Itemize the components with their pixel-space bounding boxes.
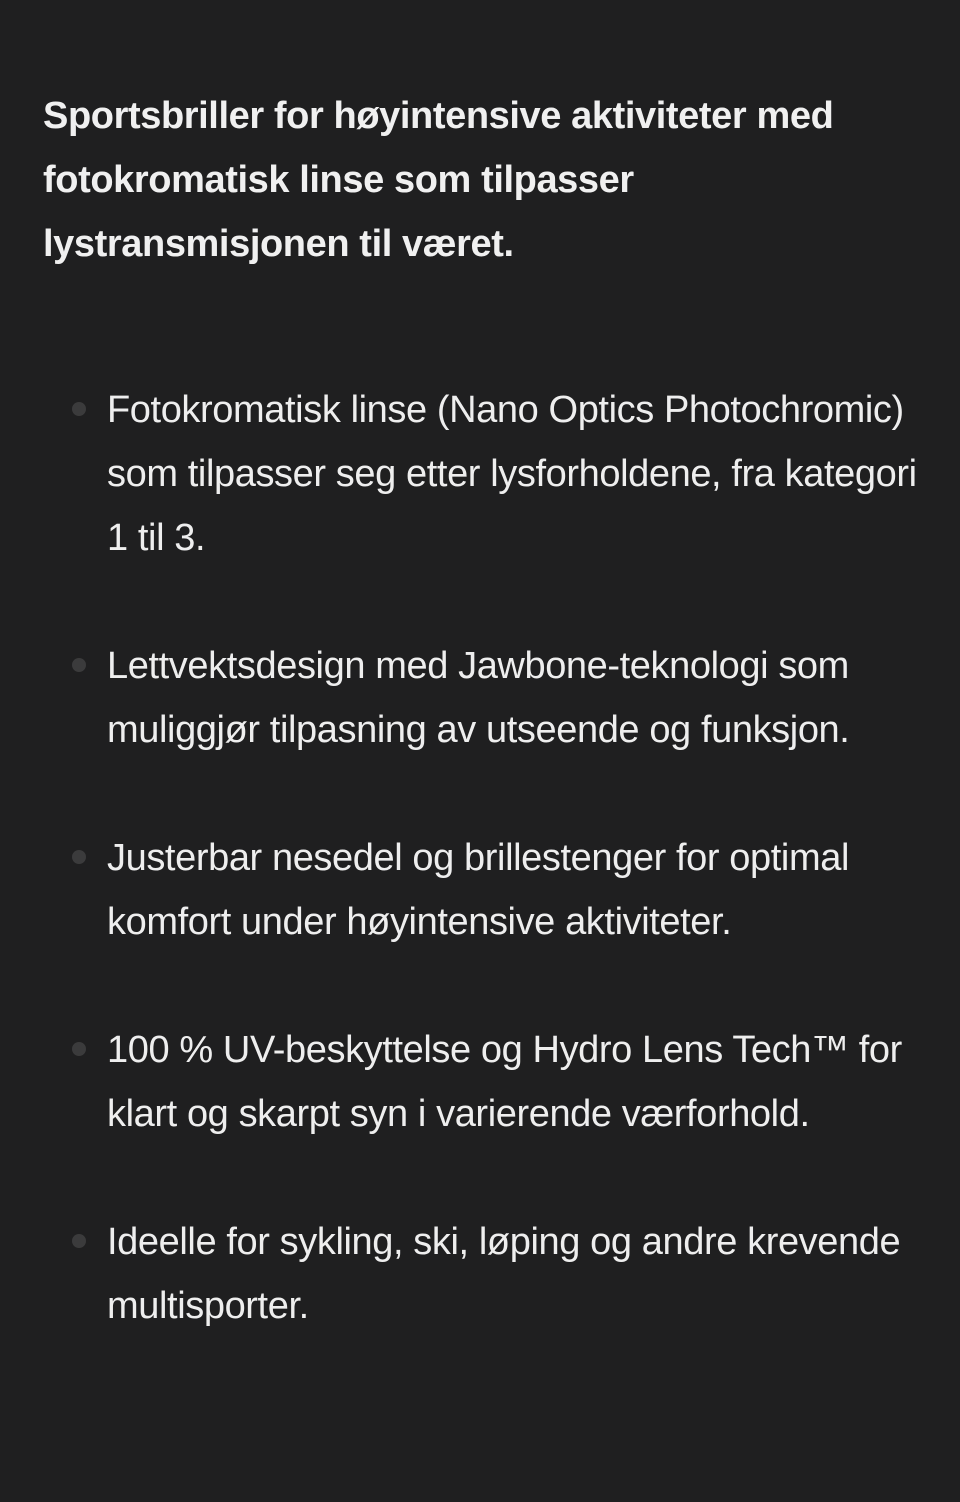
product-intro: Sportsbriller for høyintensive aktiviteter med fotokromatisk linse som tilpasser lystransmisjonen til været.: [43, 95, 834, 265]
feature-text: Ideelle for sykling, ski, løping og andre krevende multisporter.: [107, 1221, 901, 1327]
feature-text: Fotokromatisk linse (Nano Optics Photochromic) som tilpasser seg etter lysforholdene, fra kategori 1 til 3.: [107, 389, 917, 559]
feature-text: Justerbar nesedel og brillestenger for optimal komfort under høyintensive aktiviteter.: [107, 837, 850, 943]
bullet-icon: [72, 1234, 86, 1248]
bullet-icon: [72, 658, 86, 672]
list-item: [72, 1018, 918, 1146]
bullet-icon: [72, 850, 86, 864]
feature-text: Lettvektsdesign med Jawbone-teknologi som muliggjør tilpasning av utseende og funksjon.: [107, 645, 850, 751]
bullet-icon: [72, 402, 86, 416]
list-item: [72, 634, 918, 762]
list-item: [72, 826, 918, 954]
feature-text: 100 % UV-beskyttelse og Hydro Lens Tech™ for klart og skarpt syn i varierende værforhold.: [107, 1029, 902, 1135]
bullet-icon: [72, 1042, 86, 1056]
list-item: [72, 378, 918, 570]
list-item: [72, 1210, 918, 1338]
feature-list: [72, 378, 918, 1338]
